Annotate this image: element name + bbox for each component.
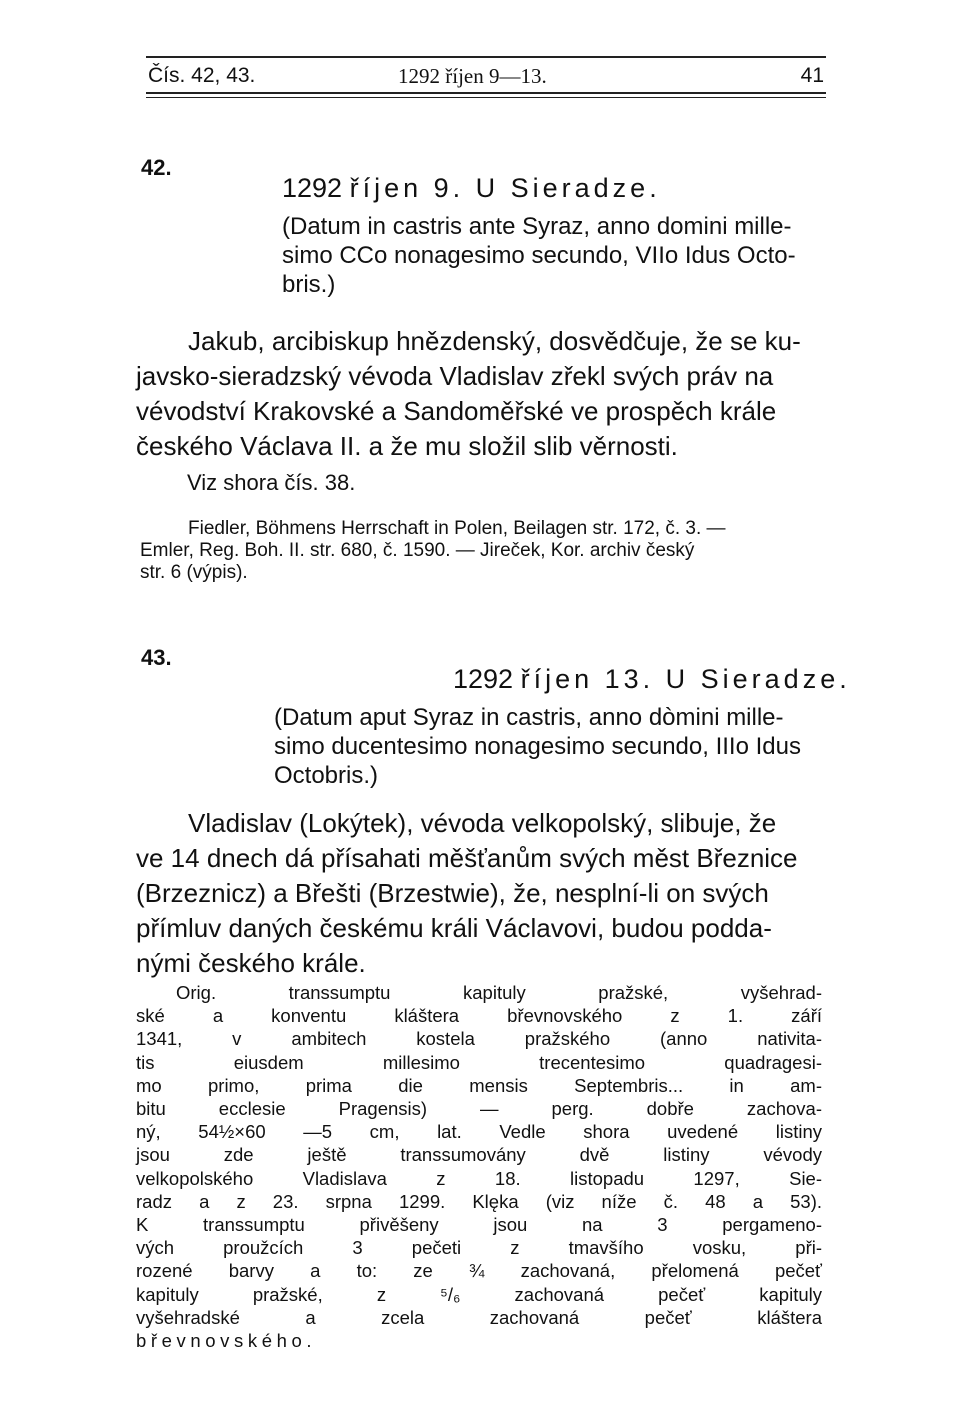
dateline-place: říjen 9. U Sieradze. [349, 173, 661, 203]
regest-line: vévodství Krakovské a Sandoměřské ve prospěch krále [136, 396, 777, 426]
dateline-year: 1292 [282, 173, 343, 203]
cross-reference-42: Viz shora čís. 38. [187, 470, 356, 495]
bibliography-line: Fiedler, Böhmens Herrschaft in Polen, Beilagen str. 172, č. 3. — [188, 518, 726, 539]
dateline-year: 1292 [453, 664, 514, 694]
latin-line: simo ducentesimo nonagesimo secundo, IIIo Idus [274, 733, 801, 760]
header-date-range: 1292 říjen 9—13. [398, 64, 547, 88]
bibliography-line: Emler, Reg. Boh. II. str. 680, č. 1590. — Jireček, Kor. archiv český [140, 540, 695, 561]
orig-line: vyšehradské a zcela zachovaná pečeť kláštera [136, 1306, 822, 1328]
orig-line: radz a z 23. srpna 1299. Klęka (viz níže č. 48 a 53). [136, 1190, 822, 1212]
header-document-numbers: Čís. 42, 43. [148, 64, 256, 87]
regest-43 [136, 806, 798, 981]
orig-line: tis eiusdem millesimo trecentesimo quadragesi- [136, 1051, 822, 1073]
regest-line: nými českého krále. [136, 948, 366, 978]
header-top-rule [146, 56, 826, 58]
orig-line: bitu ecclesie Pragensis) — perg. dobře zachova- [136, 1098, 822, 1120]
regest-42 [136, 324, 801, 464]
orig-line: rozené barvy a to: ze ¾ zachovaná, přelomená pečeť [136, 1260, 822, 1282]
document-number-42: 42. [141, 155, 172, 180]
document-number-43: 43. [141, 645, 172, 670]
regest-line: (Brzeznicz) a Břešti (Brzestwie), že, nesplní-li on svých [136, 878, 769, 908]
regest-line: českého Václava II. a že mu složil slib věrnosti. [136, 431, 678, 461]
latin-line: (Datum in castris ante Syraz, anno domini mille- [282, 213, 792, 240]
latin-line: bris.) [282, 271, 336, 298]
orig-line: ské a konventu kláštera břevnovského z 1. září [136, 1005, 822, 1027]
orig-line: K transsumptu přivěšeny jsou na 3 pergameno- [136, 1214, 822, 1236]
header-bottom-rule-thin [146, 97, 826, 98]
regest-line: přímluv daných českému králi Václavovi, budou podda- [136, 913, 772, 943]
orig-line: břevnovského. [136, 1330, 317, 1352]
latin-dating-42 [282, 212, 796, 299]
latin-dating-43 [274, 703, 801, 790]
orig-line: vých proužcích 3 pečeti z tmavšího vosku, při- [136, 1237, 822, 1259]
latin-line: Octobris.) [274, 762, 379, 789]
bibliography-42 [140, 518, 726, 584]
latin-line: simo CCo nonagesimo secundo, VIIo Idus Octo- [282, 242, 796, 269]
dateline-42 [282, 173, 661, 204]
bibliography-line: str. 6 (výpis). [140, 562, 248, 583]
orig-line: mo primo, prima die mensis Septembris... in am- [136, 1074, 822, 1096]
regest-line: Jakub, arcibiskup hnězdenský, dosvědčuje, že se ku- [188, 326, 801, 356]
dateline-43 [453, 664, 851, 695]
regest-line: ve 14 dnech dá přísahati měšťanům svých měst Březnice [136, 843, 798, 873]
original-description-43 [136, 981, 822, 1352]
orig-line: kapituly pražské, z ⁵/₆ zachovaná pečeť kapituly [136, 1283, 822, 1305]
dateline-place: říjen 13. U Sieradze. [520, 664, 851, 694]
header-bottom-rule [146, 92, 826, 94]
orig-line: jsou zde ještě transsumovány dvě listiny vévody [136, 1144, 822, 1166]
regest-line: Vladislav (Lokýtek), vévoda velkopolský, slibuje, že [188, 808, 777, 838]
latin-line: (Datum aput Syraz in castris, anno dòmini mille- [274, 704, 784, 731]
regest-line: javsko-sieradzský vévoda Vladislav zřekl svých práv na [136, 361, 774, 391]
orig-line: Orig. transsumptu kapituly pražské, vyšehrad- [176, 982, 822, 1003]
orig-line: velkopolského Vladislava z 18. listopadu 1297, Sie- [136, 1167, 822, 1189]
orig-line: 1341, v ambitech kostela pražského (anno nativita- [136, 1028, 822, 1050]
orig-line: ný, 54½×60 —5 cm, lat. Vedle shora uvedené listiny [136, 1121, 822, 1143]
page-number: 41 [800, 64, 824, 87]
